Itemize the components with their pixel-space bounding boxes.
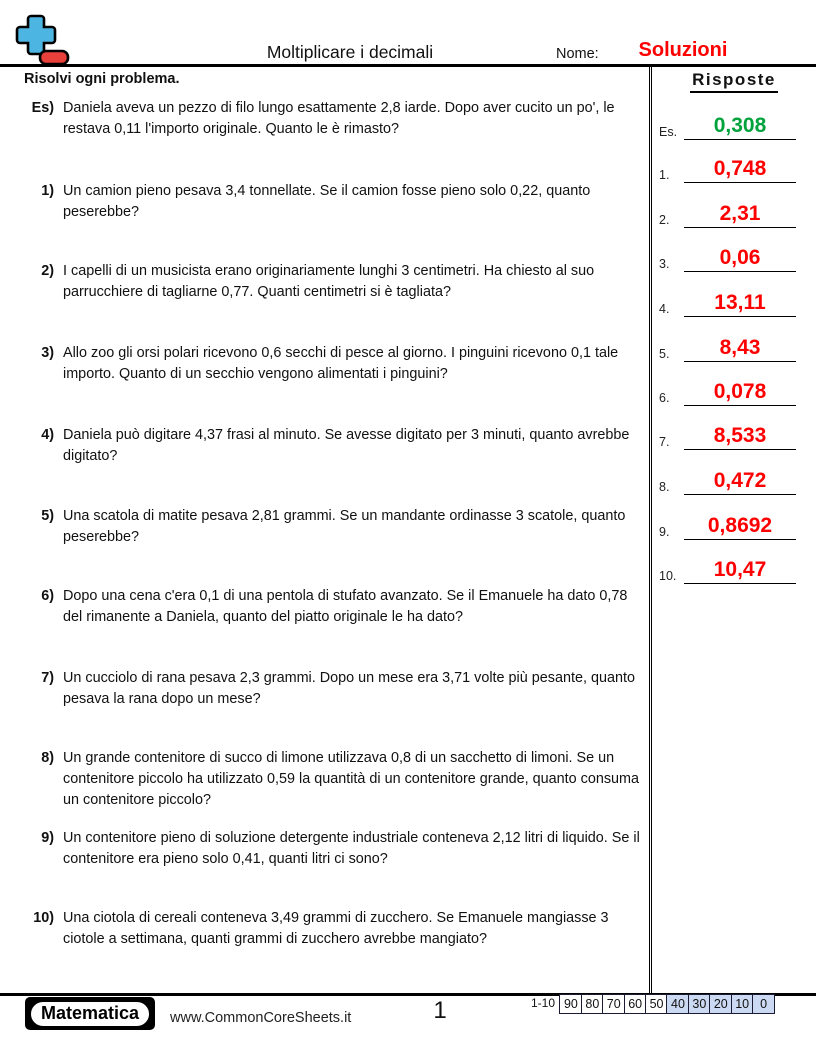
answer-value: 0,748 [684, 153, 796, 183]
plus-icon [17, 16, 55, 54]
problem-item-3 [10, 343, 648, 385]
answer-value: 2,31 [684, 198, 796, 228]
problem-text: Una scatola di matite pesava 2,81 grammi. Se un mandante ordinasse 3 scatole, quanto peserebbe? [63, 508, 626, 545]
problem-number: 6) [41, 588, 54, 604]
problem-number: 1) [41, 183, 54, 199]
problem-item-7 [10, 668, 648, 710]
problem-number: 3) [41, 345, 54, 361]
problem-item-2 [10, 261, 648, 303]
answer-row-5 [656, 330, 808, 362]
problem-number: 7) [41, 670, 54, 686]
answers-column-divider [649, 67, 652, 994]
header-divider [0, 64, 816, 67]
answer-row-es [656, 108, 808, 140]
score-cell-20: 20 [709, 994, 732, 1014]
problem-item-4 [10, 425, 648, 467]
problem-text: Un grande contenitore di succo di limone utilizzava 0,8 di un sacchetto di limoni. Se un contenitore piccolo ha utilizzato 0,59 la quantità di un contenitore grande, quanto consuma un contenitore piccolo? [63, 750, 640, 808]
problem-number: 2) [41, 263, 54, 279]
page-title: Moltiplicare i decimali [266, 42, 434, 62]
name-value-solutions: Soluzioni [638, 39, 728, 61]
answer-number-label: 5. [659, 347, 670, 361]
answer-number-label: 2. [659, 213, 670, 227]
answer-number-label: 9. [659, 525, 670, 539]
problem-text: Dopo una cena c'era 0,1 di una pentola di stufato avanzato. Se il Emanuele ha dato 0,78 del rimanente a Daniela, quanto del piatto originale le ha dato? [63, 588, 628, 625]
answer-value: 0,078 [684, 376, 796, 406]
answer-row-8 [656, 463, 808, 495]
score-cell-70: 70 [602, 994, 625, 1014]
answer-row-2 [656, 196, 808, 228]
score-cell-50: 50 [645, 994, 668, 1014]
score-cell-60: 60 [624, 994, 647, 1014]
answer-value: 8,533 [684, 420, 796, 450]
answer-value: 0,308 [684, 110, 796, 140]
score-cell-40: 40 [666, 994, 689, 1014]
problem-number: 9) [41, 830, 54, 846]
answer-number-label: 1. [659, 168, 670, 182]
page-number: 1 [433, 997, 447, 1024]
problem-text: Daniela aveva un pezzo di filo lungo esattamente 2,8 iarde. Dopo aver cucito un po', le restava 0,11 l'importo originale. Quanto le è rimasto? [63, 100, 615, 137]
answer-number-label: 7. [659, 435, 670, 449]
problem-text: Un camion pieno pesava 3,4 tonnellate. Se il camion fosse pieno solo 0,22, quanto peserebbe? [63, 183, 591, 220]
answer-value: 0,06 [684, 242, 796, 272]
score-cell-90: 90 [559, 994, 582, 1014]
answer-value: 8,43 [684, 332, 796, 362]
problem-item-6 [10, 586, 648, 628]
answer-number-label: 6. [659, 391, 670, 405]
answer-number-label: 4. [659, 302, 670, 316]
answer-number-label: 8. [659, 480, 670, 494]
website-text: www.CommonCoreSheets.it [170, 1010, 352, 1026]
answer-row-4 [656, 285, 808, 317]
problem-text: Un contenitore pieno di soluzione detergente industriale conteneva 2,12 litri di liquido. Se il contenitore era pieno solo 0,41, quanti litri ci sono? [63, 830, 640, 867]
problem-number: 8) [41, 750, 54, 766]
problem-item-9 [10, 828, 648, 870]
answer-value: 10,47 [684, 554, 796, 584]
answer-row-1 [656, 151, 808, 183]
minus-icon [40, 51, 68, 64]
instruction-text: Risolvi ogni problema. [24, 71, 180, 87]
problem-text: Un cucciolo di rana pesava 2,3 grammi. Dopo un mese era 3,71 volte più pesante, quanto pesava la rana dopo un mese? [63, 670, 635, 707]
score-range-label: 1-10 [531, 996, 556, 1010]
answer-row-9 [656, 508, 808, 540]
plus-minus-logo-icon [14, 10, 72, 68]
problem-item-10 [10, 908, 648, 950]
answer-number-label: 3. [659, 257, 670, 271]
problem-number: 4) [41, 427, 54, 443]
subject-badge [25, 997, 155, 1030]
score-cell-30: 30 [688, 994, 711, 1014]
answer-number-label: 10. [659, 569, 677, 583]
problem-number: 5) [41, 508, 54, 524]
problem-text: I capelli di un musicista erano originariamente lunghi 3 centimetri. Ha chiesto al suo parrucchiere di tagliarne 0,77. Quanti centimetri si è tagliata? [63, 263, 595, 300]
answers-title [656, 70, 812, 93]
answer-row-6 [656, 374, 808, 406]
answer-row-7 [656, 418, 808, 450]
answer-row-10 [656, 552, 808, 584]
problem-item-8 [10, 748, 648, 811]
answer-value: 0,472 [684, 465, 796, 495]
answers-title-text: Risposte [690, 70, 778, 93]
score-cell-0: 0 [752, 994, 775, 1014]
problem-text: Daniela può digitare 4,37 frasi al minuto. Se avesse digitato per 3 minuti, quanto avrebbe digitato? [63, 427, 630, 464]
score-cell-80: 80 [581, 994, 604, 1014]
problem-text: Allo zoo gli orsi polari ricevono 0,6 secchi di pesce al giorno. I pinguini ricevono 0,1 tale importo. Quanto di un secchio vengono alimentati i pinguini? [63, 345, 619, 382]
problem-number: 10) [33, 910, 54, 926]
name-label: Nome: [556, 46, 599, 62]
score-cell-10: 10 [731, 994, 754, 1014]
answer-value: 0,8692 [684, 510, 796, 540]
answer-number-label: Es. [659, 125, 678, 139]
score-strip [531, 993, 775, 1014]
answer-value: 13,11 [684, 287, 796, 317]
problem-item-1 [10, 181, 648, 223]
problem-item-es [10, 98, 648, 140]
subject-badge-text: Matematica [29, 1000, 151, 1028]
answer-row-3 [656, 240, 808, 272]
problem-number: Es) [31, 100, 54, 116]
problem-text: Una ciotola di cereali conteneva 3,49 grammi di zucchero. Se Emanuele mangiasse 3 ciotole a settimana, quanti grammi di zucchero avrebbe mangiato? [63, 910, 609, 947]
problem-item-5 [10, 506, 648, 548]
